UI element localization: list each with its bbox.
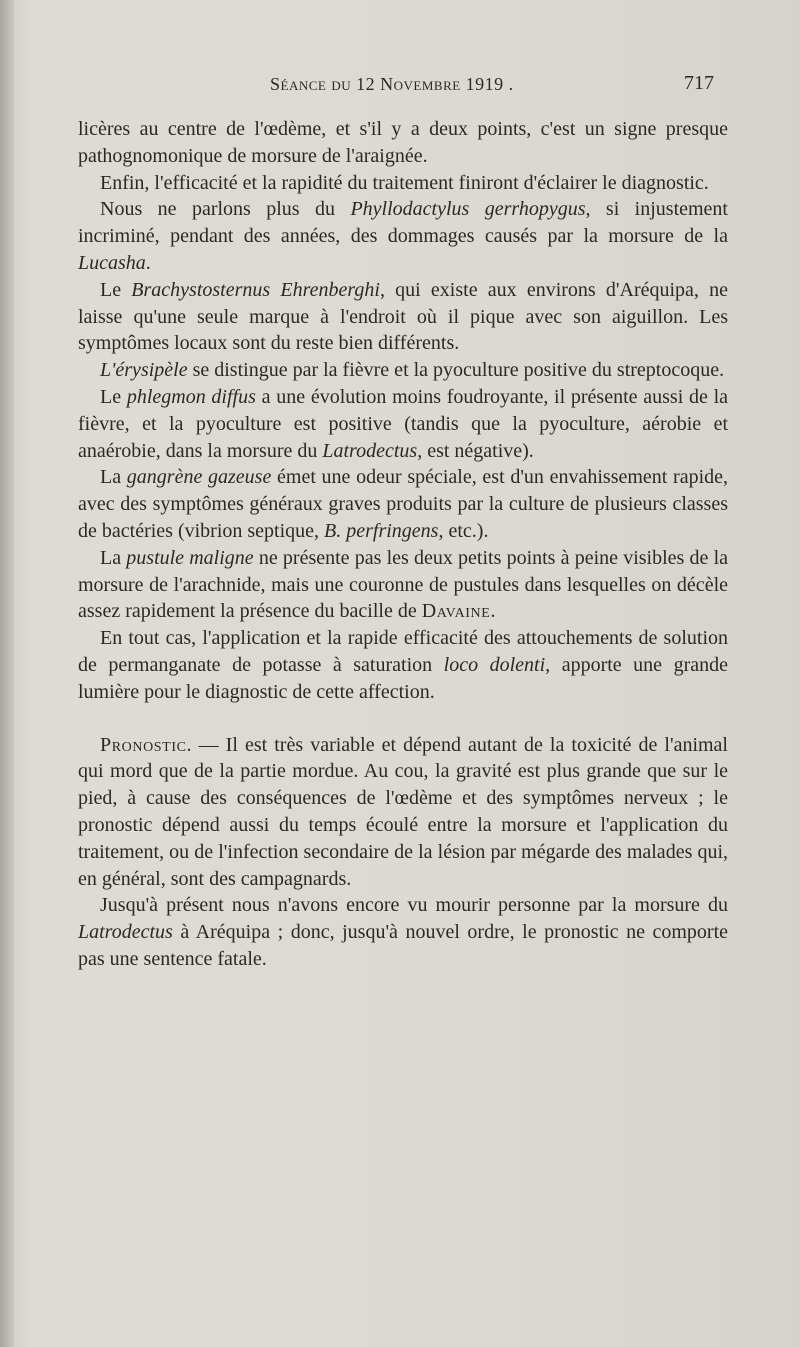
paragraph-continuation xyxy=(78,116,728,170)
paragraph-pustule xyxy=(78,545,728,625)
paragraph-brachystosternus xyxy=(78,277,728,357)
text-run: . xyxy=(490,600,496,623)
paragraph-phlegmon xyxy=(78,384,728,464)
text-run: La xyxy=(100,546,127,569)
paragraph-text: licères au centre de l'œdème, et s'il y a deux points, c'est un signe presque pathognomonique de morsure de l'araignée. xyxy=(78,118,728,167)
disease-name: gangrène gazeuse xyxy=(126,466,272,489)
text-run: , est négative). xyxy=(417,439,534,462)
running-title: Séance du 12 Novembre 1919 . xyxy=(270,74,514,94)
text-run: émet une odeur spéciale, est d'un envahissement rapide, avec des symptômes généraux graves produits par la culture de plusieurs classes de bactéries (vibrion septique, xyxy=(78,466,728,542)
text-run: , apporte une grande lumière pour le diagnostic de cette affection. xyxy=(78,653,728,703)
text-run: Nous ne parlons plus du xyxy=(100,198,351,221)
species-name: Latrodectus xyxy=(322,439,418,462)
page-number: 717 xyxy=(684,72,714,94)
author-name: Davaine xyxy=(421,600,491,623)
species-name: B. perfringens xyxy=(324,519,439,542)
text-run: Le xyxy=(100,385,127,408)
text-run: La xyxy=(100,466,127,489)
species-name: Lucasha xyxy=(78,251,146,274)
paragraph-phyllodactylus xyxy=(78,196,728,276)
paragraph-erysipele xyxy=(78,357,728,384)
text-run: Le xyxy=(100,278,132,301)
text-run: . xyxy=(145,251,151,274)
species-name: Phyllodactylus gerrhopygus xyxy=(350,198,586,221)
text-run: En tout cas, l'application et la rapide efficacité des attouchements de solution de permanganate de potasse à saturation xyxy=(78,627,728,676)
text-run: . — Il est très variable et dépend autant de la toxicité de l'animal qui mord que de la partie mordue. Au cou, la gravité est plus grande que sur le pied, à cause des conséquences de l'œdème et des symptômes nerveux ; le pronostic dépend aussi du temps écoulé entre la morsure et l'application du traitement, ou de l'infection secondaire de la lésion par mégarde des malades qui, en général, sont des campagnards. xyxy=(78,733,728,890)
species-name: Latrodectus xyxy=(78,921,173,944)
disease-name: phlegmon diffus xyxy=(126,385,256,408)
body-text xyxy=(78,116,728,973)
paragraph-pronostic xyxy=(78,732,728,893)
page-binding-shadow xyxy=(0,0,14,1347)
text-run: a une évolution moins foudroyante, il présente aussi de la fièvre, et la pyoculture est positive (tandis que la pyoculture, aérobie et anaérobie, dans la morsure du xyxy=(78,385,728,462)
paragraph-text: Enfin, l'efficacité et la rapidité du traitement finiront d'éclairer le diagnostic. xyxy=(100,171,709,194)
page-header xyxy=(78,74,714,102)
disease-name: L'érysipèle xyxy=(100,359,188,382)
latin-phrase: loco dolenti xyxy=(443,653,546,676)
disease-name: pustule maligne xyxy=(126,546,254,569)
section-heading: Pronostic xyxy=(100,733,187,756)
paragraph-diagnostic xyxy=(78,170,728,197)
paragraph-permanganate xyxy=(78,625,728,705)
paragraph-gangrene xyxy=(78,464,728,544)
text-run: , qui existe aux environs d'Aréquipa, ne laisse qu'une seule marque à l'endroit où il pique avec son aiguillon. Les symptômes locaux sont du reste bien différents. xyxy=(78,278,728,355)
text-run: ne présente pas les deux petits points à peine visibles de la morsure de l'arachnide, mais une couronne de pustules dans lesquelles on décèle assez rapidement la présence du bacille de xyxy=(78,546,728,623)
text-run: à Aréquipa ; donc, jusqu'à nouvel ordre, le pronostic ne comporte pas une sentence fatale. xyxy=(78,921,728,970)
paragraph-conclusion xyxy=(78,892,728,972)
text-run: se distingue par la fièvre et la pyoculture positive du streptocoque. xyxy=(187,359,725,382)
species-name: Brachystosternus Ehrenberghi xyxy=(131,278,380,301)
text-run: Jusqu'à présent nous n'avons encore vu mourir personne par la morsure du xyxy=(100,894,728,917)
text-run: , etc.). xyxy=(438,519,489,542)
text-run: , si injustement incriminé, pendant des années, des dommages causés par la morsure de la xyxy=(78,198,728,248)
